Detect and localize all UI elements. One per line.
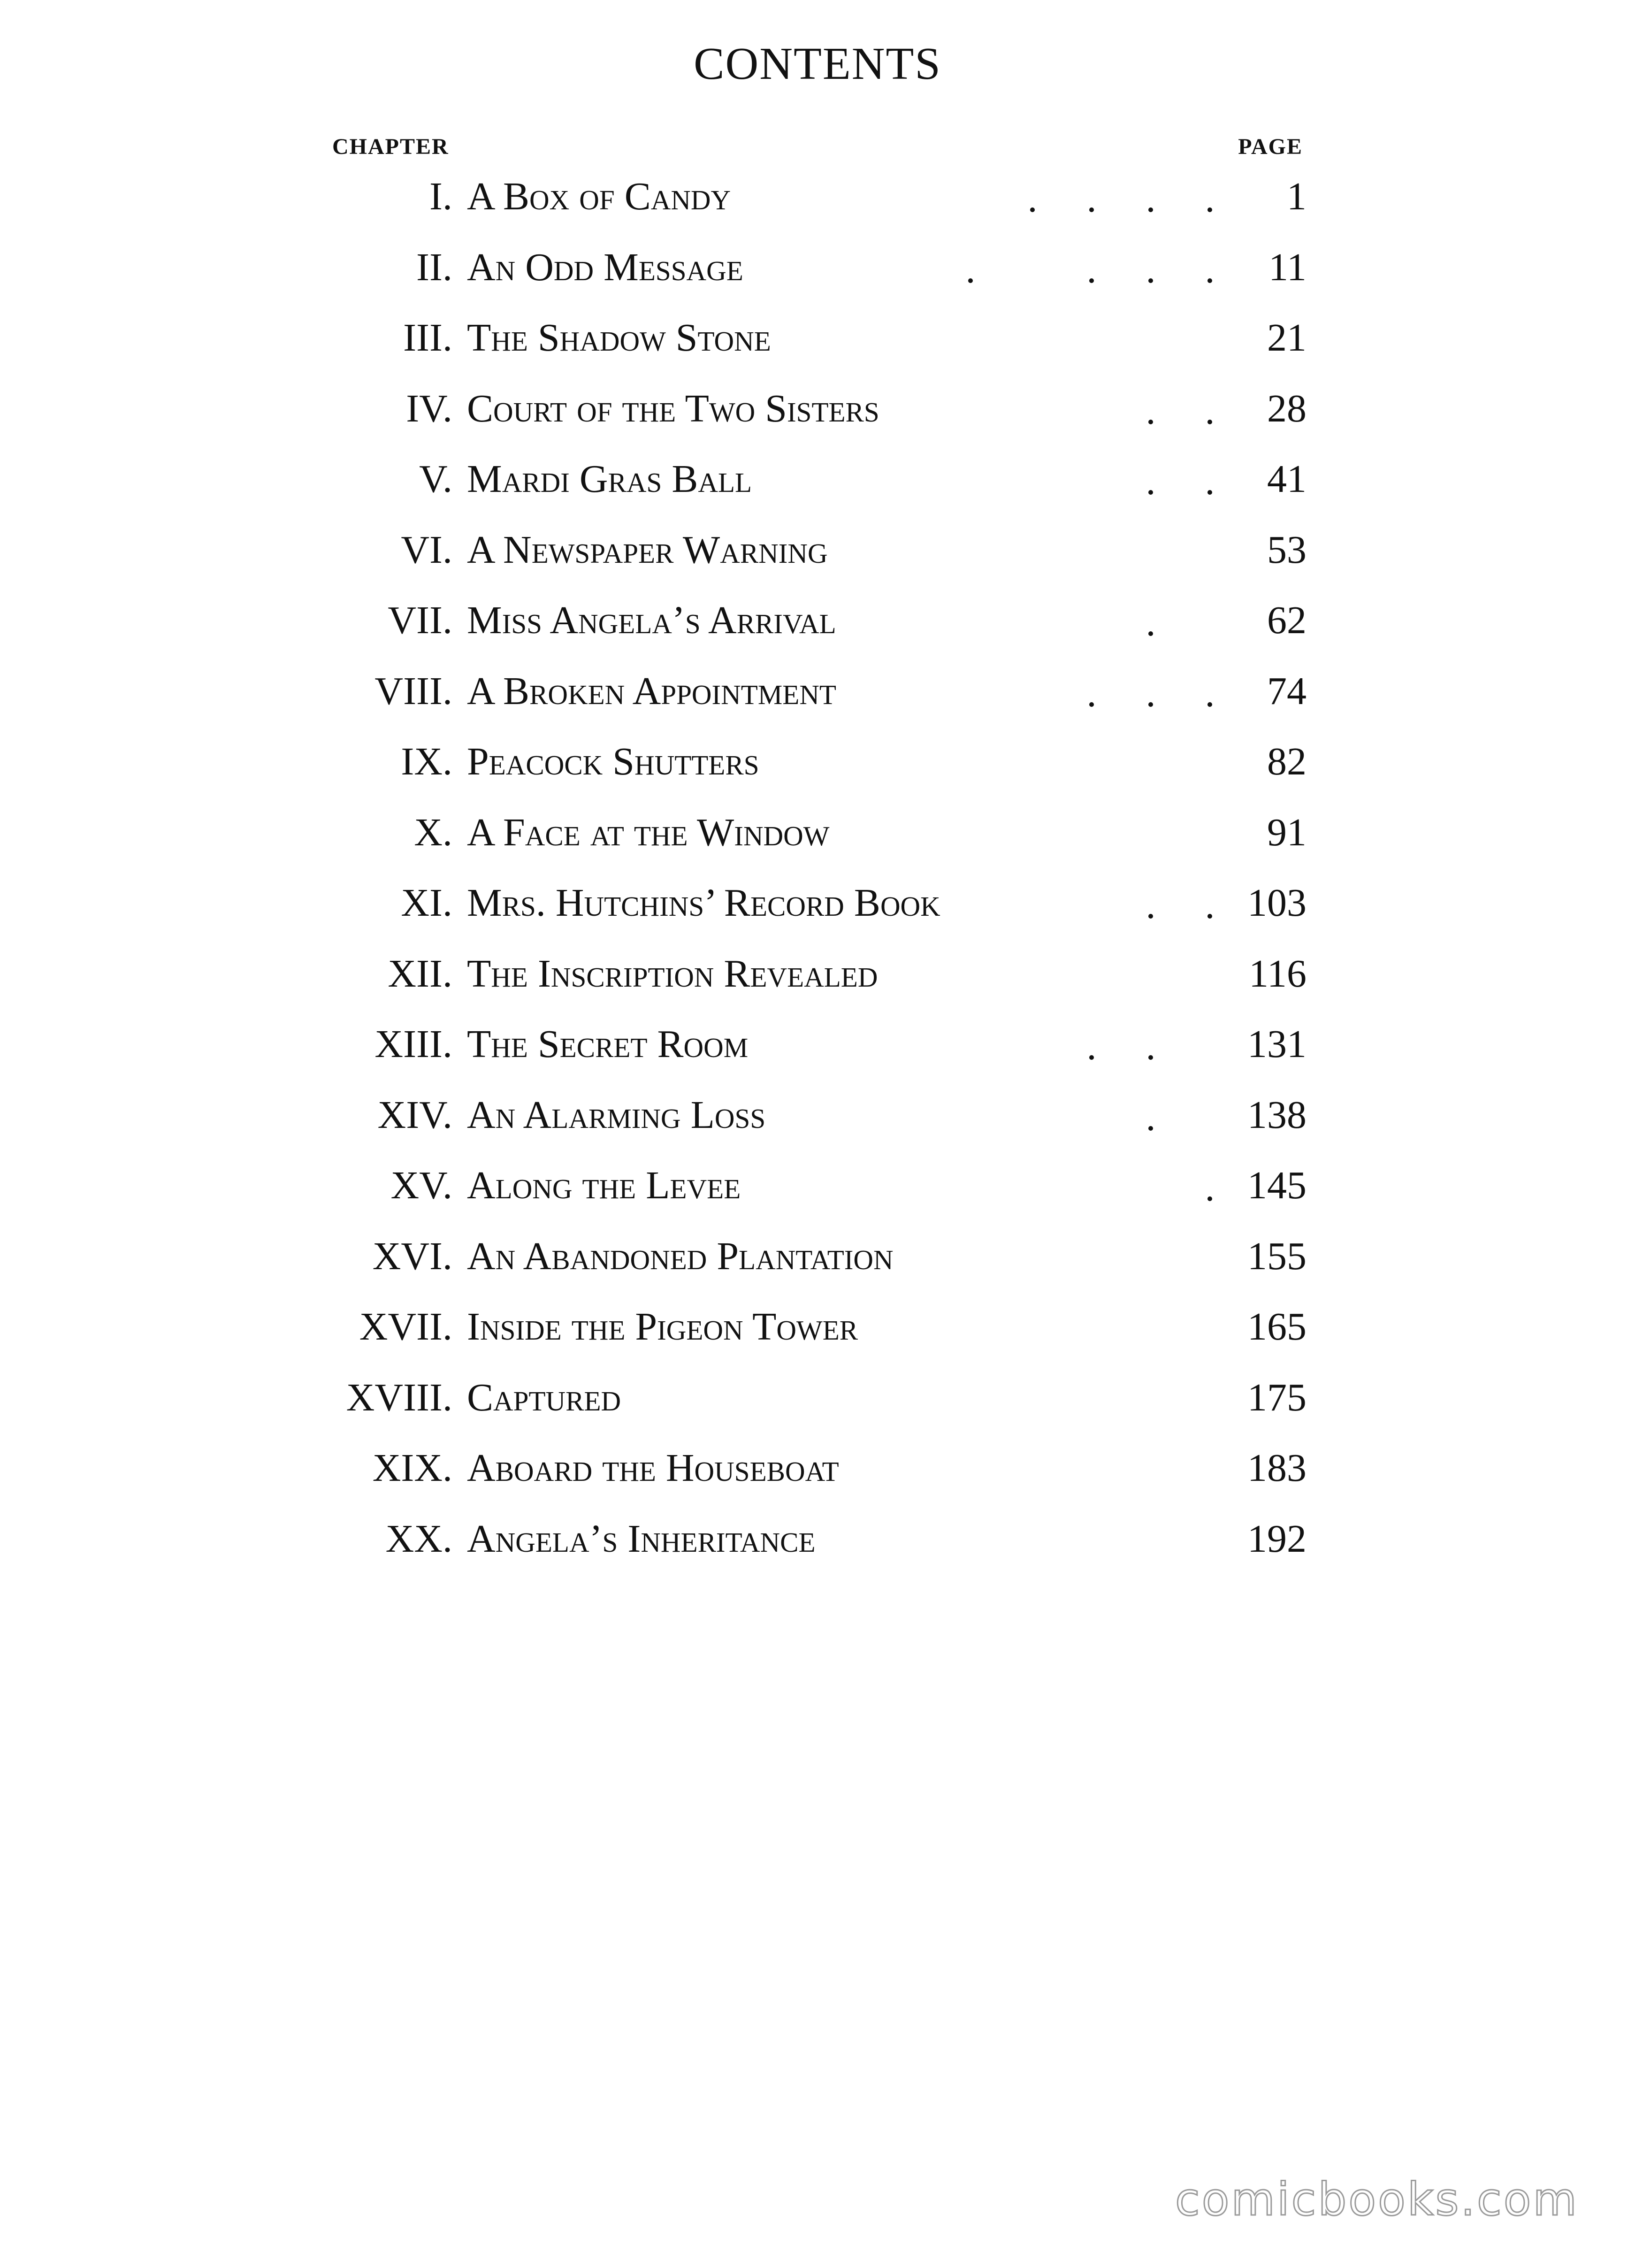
list-item <box>0 1516 1635 1582</box>
page-number: 91 <box>1267 810 1306 854</box>
list-item <box>0 527 1635 593</box>
chapter-numeral: VI. <box>401 528 452 572</box>
leader-dot <box>1207 420 1212 424</box>
leader-dot <box>1148 420 1153 424</box>
list-item <box>0 668 1635 734</box>
page-number: 1 <box>1287 175 1306 218</box>
chapter-title: Aboard the Houseboat <box>467 1446 839 1490</box>
page-number: 138 <box>1247 1093 1306 1137</box>
list-item <box>0 1021 1635 1087</box>
chapter-title: Along the Levee <box>467 1164 741 1207</box>
chapter-title: An Alarming Loss <box>467 1093 766 1137</box>
leader-dot <box>1148 1055 1153 1060</box>
chapter-numeral: XI. <box>401 881 452 925</box>
chapter-numeral: XIX. <box>372 1446 452 1490</box>
page-number: 62 <box>1267 598 1306 642</box>
page-number: 74 <box>1267 669 1306 713</box>
leader-dot <box>1207 914 1212 919</box>
dot-leaders <box>467 386 1204 442</box>
page-number: 131 <box>1247 1022 1306 1066</box>
list-item <box>0 386 1635 452</box>
list-item <box>0 1445 1635 1511</box>
leader-dot <box>1148 490 1153 495</box>
list-item <box>0 810 1635 875</box>
leader-dot <box>1148 207 1153 212</box>
chapter-title: A Box of Candy <box>467 175 731 218</box>
page-number: 53 <box>1267 528 1306 572</box>
list-item <box>0 1304 1635 1370</box>
chapter-numeral: IX. <box>401 740 452 783</box>
dot-leaders <box>467 668 1204 725</box>
leader-dot <box>1148 1126 1153 1131</box>
chapter-numeral: XIV. <box>377 1093 452 1137</box>
chapter-title: Peacock Shutters <box>467 740 759 783</box>
leader-dot <box>1207 278 1212 283</box>
page-number: 145 <box>1247 1164 1306 1207</box>
chapter-numeral: II. <box>416 245 452 289</box>
page-number: 116 <box>1249 951 1306 996</box>
list-item <box>0 1163 1635 1228</box>
leader-dot <box>1089 207 1094 212</box>
dot-leaders <box>467 245 1204 301</box>
leader-dot <box>1148 914 1153 919</box>
chapter-numeral: X. <box>414 810 452 854</box>
list-item <box>0 456 1635 522</box>
list-item <box>0 739 1635 805</box>
chapter-numeral: VIII. <box>374 669 452 713</box>
page-column-header: PAGE <box>1238 134 1303 159</box>
dot-leaders <box>467 1092 1204 1149</box>
leader-dot <box>968 278 973 283</box>
dot-leaders <box>467 1234 1204 1290</box>
chapter-title: Captured <box>467 1375 621 1419</box>
dot-leaders <box>467 951 1204 1007</box>
list-item <box>0 1375 1635 1440</box>
chapter-numeral: XVIII. <box>346 1375 452 1419</box>
page-number: 192 <box>1247 1517 1306 1561</box>
chapter-numeral: XII. <box>388 951 452 996</box>
chapter-title: Court of the Two Sisters <box>467 386 879 430</box>
dot-leaders <box>467 1445 1204 1502</box>
dot-leaders <box>467 527 1204 583</box>
dot-leaders <box>467 880 1204 936</box>
page-number: 155 <box>1247 1234 1306 1278</box>
dot-leaders <box>467 174 1204 230</box>
page-number: 21 <box>1267 316 1306 360</box>
leader-dot <box>1207 702 1212 707</box>
chapter-column-header: CHAPTER <box>332 134 449 159</box>
chapter-title: The Secret Room <box>467 1022 749 1066</box>
chapter-numeral: VII. <box>388 598 452 642</box>
chapter-numeral: I. <box>429 175 452 218</box>
list-item <box>0 245 1635 310</box>
leader-dot <box>1148 631 1153 636</box>
dot-leaders <box>467 456 1204 513</box>
page-number: 183 <box>1247 1446 1306 1490</box>
list-item <box>0 951 1635 1017</box>
list-item <box>0 598 1635 663</box>
page-number: 82 <box>1267 740 1306 783</box>
chapter-numeral: XVII. <box>359 1305 452 1349</box>
leader-dot <box>1207 1196 1212 1201</box>
chapter-numeral: XV. <box>390 1164 452 1207</box>
dot-leaders <box>467 1304 1204 1360</box>
chapter-title: A Newspaper Warning <box>467 528 828 572</box>
page-title: CONTENTS <box>694 38 941 89</box>
chapter-title: An Abandoned Plantation <box>467 1234 894 1278</box>
list-item <box>0 880 1635 946</box>
watermark: comicbooks.com <box>1175 2173 1579 2226</box>
chapter-numeral: XVI. <box>372 1234 452 1278</box>
chapter-title: The Shadow Stone <box>467 316 771 360</box>
leader-dot <box>1207 207 1212 212</box>
dot-leaders <box>467 739 1204 795</box>
dot-leaders <box>467 1516 1204 1572</box>
leader-dot <box>1207 490 1212 495</box>
chapter-title: Miss Angela’s Arrival <box>467 598 836 642</box>
chapter-numeral: III. <box>403 316 452 360</box>
list-item <box>0 1234 1635 1299</box>
chapter-title: Mardi Gras Ball <box>467 457 752 501</box>
chapter-title: A Face at the Window <box>467 810 830 854</box>
leader-dot <box>1089 1055 1094 1060</box>
dot-leaders <box>467 810 1204 866</box>
page-number: 41 <box>1267 457 1306 501</box>
dot-leaders <box>467 1375 1204 1431</box>
dot-leaders <box>467 1021 1204 1078</box>
chapter-title: Mrs. Hutchins’ Record Book <box>467 881 940 925</box>
dot-leaders <box>467 315 1204 371</box>
list-item <box>0 174 1635 239</box>
leader-dot <box>1089 278 1094 283</box>
chapter-title: A Broken Appointment <box>467 669 836 713</box>
list-item <box>0 315 1635 381</box>
leader-dot <box>1089 702 1094 707</box>
chapter-numeral: V. <box>419 457 452 501</box>
dot-leaders <box>467 598 1204 654</box>
page-number: 165 <box>1247 1305 1306 1349</box>
page-number: 103 <box>1247 881 1306 925</box>
leader-dot <box>1148 278 1153 283</box>
page-number: 28 <box>1267 386 1306 430</box>
leader-dot <box>1030 207 1035 212</box>
chapter-numeral: XX. <box>385 1517 452 1561</box>
page-number: 175 <box>1247 1375 1306 1419</box>
chapter-numeral: IV. <box>406 386 452 430</box>
chapter-title: Angela’s Inheritance <box>467 1517 816 1561</box>
chapter-title: An Odd Message <box>467 245 743 289</box>
leader-dot <box>1148 702 1153 707</box>
page-number: 11 <box>1268 245 1306 289</box>
chapter-title: Inside the Pigeon Tower <box>467 1305 858 1349</box>
chapter-numeral: XIII. <box>374 1022 452 1066</box>
list-item <box>0 1092 1635 1158</box>
chapter-title: The Inscription Revealed <box>467 951 878 996</box>
dot-leaders <box>467 1163 1204 1219</box>
